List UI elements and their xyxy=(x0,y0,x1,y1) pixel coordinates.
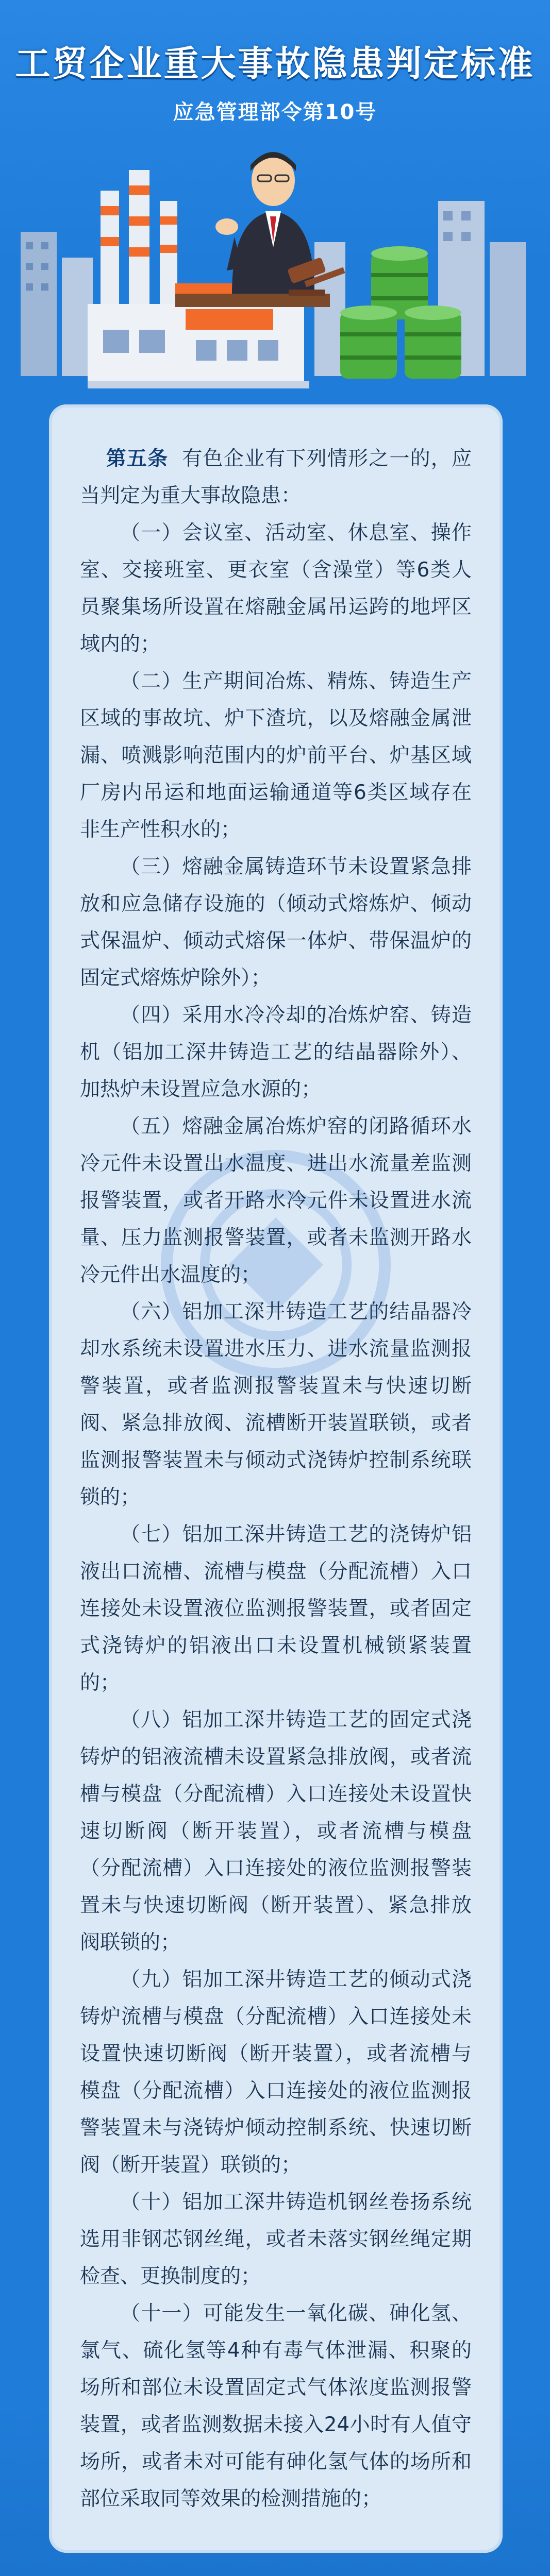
article-item: （三）熔融金属铸造环节未设置紧急排放和应急储存设施的（倾动式熔炼炉、倾动式保温炉、倾动式熔保一体炉、带保温炉的固定式熔炼炉除外）； xyxy=(80,855,472,990)
article-item: （二）生产期间冶炼、精炼、铸造生产区域的事故坑、炉下渣坑，以及熔融金属泄漏、喷溅影响范围内的炉前平台、炉基区域厂房内吊运和地面运输通道等6类区域存在非生产性积水的； xyxy=(80,670,472,841)
header xyxy=(0,0,550,392)
article-item: （八）铝加工深井铸造工艺的固定式浇铸炉的铝液流槽未设置紧急排放阀，或者流槽与模盘（分配流槽）入口连接处未设置快速切断阀（断开装置），或者流槽与模盘（分配流槽）入口连接处的液位监测报警装置未与快速切断阀（断开装置）、紧急排放阀联锁的； xyxy=(80,1708,472,1954)
header-illustration xyxy=(0,139,550,397)
article-item: （九）铝加工深井铸造工艺的倾动式浇铸炉流槽与模盘（分配流槽）入口连接处未设置快速切断阀（断开装置），或者流槽与模盘（分配流槽）入口连接处的液位监测报警装置未与浇铸炉倾动控制系统、快速切断阀（断开装置）联锁的； xyxy=(80,1968,472,2177)
article-item: （十一）可能发生一氧化碳、砷化氢、氯气、硫化氢等4种有毒气体泄漏、积聚的场所和部位未设置固定式气体浓度监测报警装置，或者监测数据未接入24小时有人值守场所，或者未对可能有砷化氢气体的场所和部位采取同等效果的检测措施的； xyxy=(80,2302,472,2511)
article-intro-paragraph xyxy=(80,440,472,515)
article-label: 第五条 xyxy=(106,447,169,470)
article-item: （十）铝加工深井铸造机钢丝卷扬系统选用非钢芯钢丝绳，或者未落实钢丝绳定期检查、更换制度的； xyxy=(80,2191,472,2288)
content-panel xyxy=(49,404,503,2553)
article-item: （四）采用水冷冷却的冶炼炉窑、铸造机（铝加工深井铸造工艺的结晶器除外）、加热炉未设置应急水源的； xyxy=(80,1004,472,1101)
page-subtitle: 应急管理部令第10号 xyxy=(173,100,377,124)
article-intro: 有色企业有下列情形之一的，应当判定为重大事故隐患： xyxy=(80,447,472,507)
article-item: （七）铝加工深井铸造工艺的浇铸炉铝液出口流槽、流槽与模盘（分配流槽）入口连接处未设置液位监测报警装置，或者固定式浇铸炉的铝液出口未设置机械锁紧装置的； xyxy=(80,1523,472,1694)
page-title: 工贸企业重大事故隐患判定标准 xyxy=(15,44,535,84)
article-item: （六）铝加工深井铸造工艺的结晶器冷却水系统未设置进水压力、进水流量监测报警装置，或者监测报警装置未与快速切断阀、紧急排放阀、流槽断开装置联锁，或者监测报警装置未与倾动式浇铸炉控制系统联锁的； xyxy=(80,1300,472,1509)
article-item: （一）会议室、活动室、休息室、操作室、交接班室、更衣室（含澡堂）等6类人员聚集场所设置在熔融金属吊运跨的地坪区域内的； xyxy=(80,521,472,656)
article-body xyxy=(80,440,472,2518)
article-item: （五）熔融金属冶炼炉窑的闭路循环水冷元件未设置出水温度、进出水流量差监测报警装置，或者开路水冷元件未设置进水流量、压力监测报警装置，或者未监测开路水冷元件出水温度的； xyxy=(80,1115,472,1286)
